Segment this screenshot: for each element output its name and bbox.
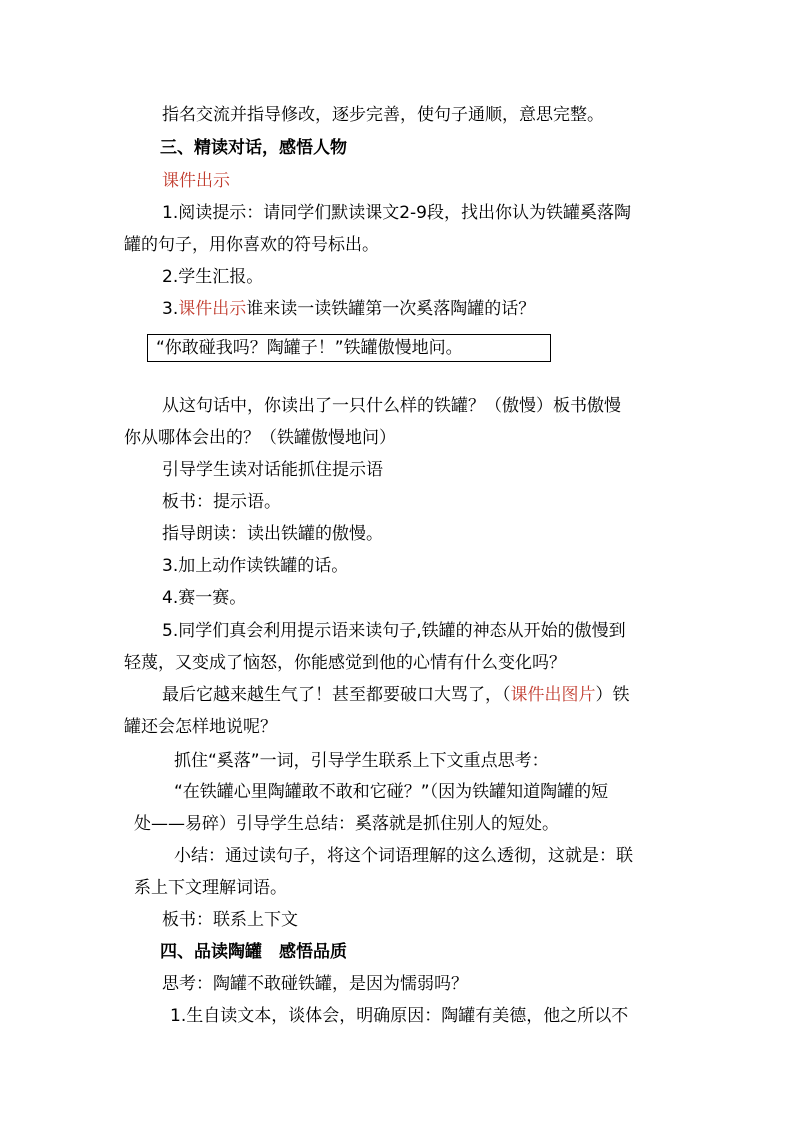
text-line: 2.学生汇报。 (162, 267, 264, 287)
courseware-label: 课件出图片 (510, 685, 596, 705)
text-span: ）铁 (595, 685, 630, 705)
text-line: 指导朗读：读出铁罐的傲慢。 (162, 524, 383, 544)
text-line: 1.生自读文本，谈体会，明确原因：陶罐有美德，他之所以不 (170, 1006, 629, 1026)
text-line: 思考：陶罐不敢碰铁罐，是因为懦弱吗？ (162, 974, 468, 994)
list-number: 3. (162, 299, 179, 319)
text-line: 小结：通过读句子，将这个词语理解的这么透彻，这就是：联 (174, 846, 633, 866)
text-line: 3.加上动作读铁罐的话。 (162, 556, 349, 576)
text-line: 从这句话中，你读出了一只什么样的铁罐？（傲慢）板书傲慢 (162, 396, 621, 416)
text-line: 板书：联系上下文 (162, 910, 298, 930)
text-line: 板书：提示语。 (162, 492, 281, 512)
text-line: 你从哪体会出的？（铁罐傲慢地问） (124, 428, 396, 448)
text-span: 谁来读一读铁罐第一次奚落陶罐的话？ (246, 299, 536, 319)
text-line: 抓住“奚落”一词，引导学生联系上下文重点思考： (174, 751, 549, 771)
section-heading: 三、精读对话，感悟人物 (160, 138, 347, 158)
text-line: 1.阅读提示：请同学们默读课文2-9段，找出你认为铁罐奚落陶 (162, 203, 631, 223)
text-line: 罐还会怎样地说呢？ (124, 717, 277, 737)
text-line (162, 684, 630, 706)
text-line: 指名交流并指导修改，逐步完善，使句子通顺，意思完整。 (162, 105, 604, 125)
text-span: 最后它越来越生气了！甚至都要破口大骂了，（ (162, 685, 511, 705)
text-line: 系上下文理解词语。 (134, 878, 287, 898)
courseware-label: 课件出示 (162, 171, 230, 191)
text-line: 5.同学们真会利用提示语来读句子,铁罐的神态从开始的傲慢到 (162, 621, 626, 641)
section-heading: 四、品读陶罐 感悟品质 (160, 942, 347, 962)
courseware-label: 课件出示 (178, 299, 247, 319)
quote-text: “你敢碰我吗？陶罐子！”铁罐傲慢地问。 (156, 338, 463, 358)
text-line: “在铁罐心里陶罐敢不敢和它碰？”（因为铁罐知道陶罐的短 (174, 782, 609, 802)
text-line: 罐的句子，用你喜欢的符号标出。 (124, 235, 379, 255)
text-line: 引导学生读对话能抓住提示语 (162, 460, 383, 480)
text-line: 轻蔑，又变成了恼怒，你能感觉到他的心情有什么变化吗？ (124, 653, 566, 673)
text-line: 处——易碎）引导学生总结：奚落就是抓住别人的短处。 (134, 814, 559, 834)
text-line: 4.赛一赛。 (162, 588, 247, 608)
text-line (162, 298, 535, 320)
